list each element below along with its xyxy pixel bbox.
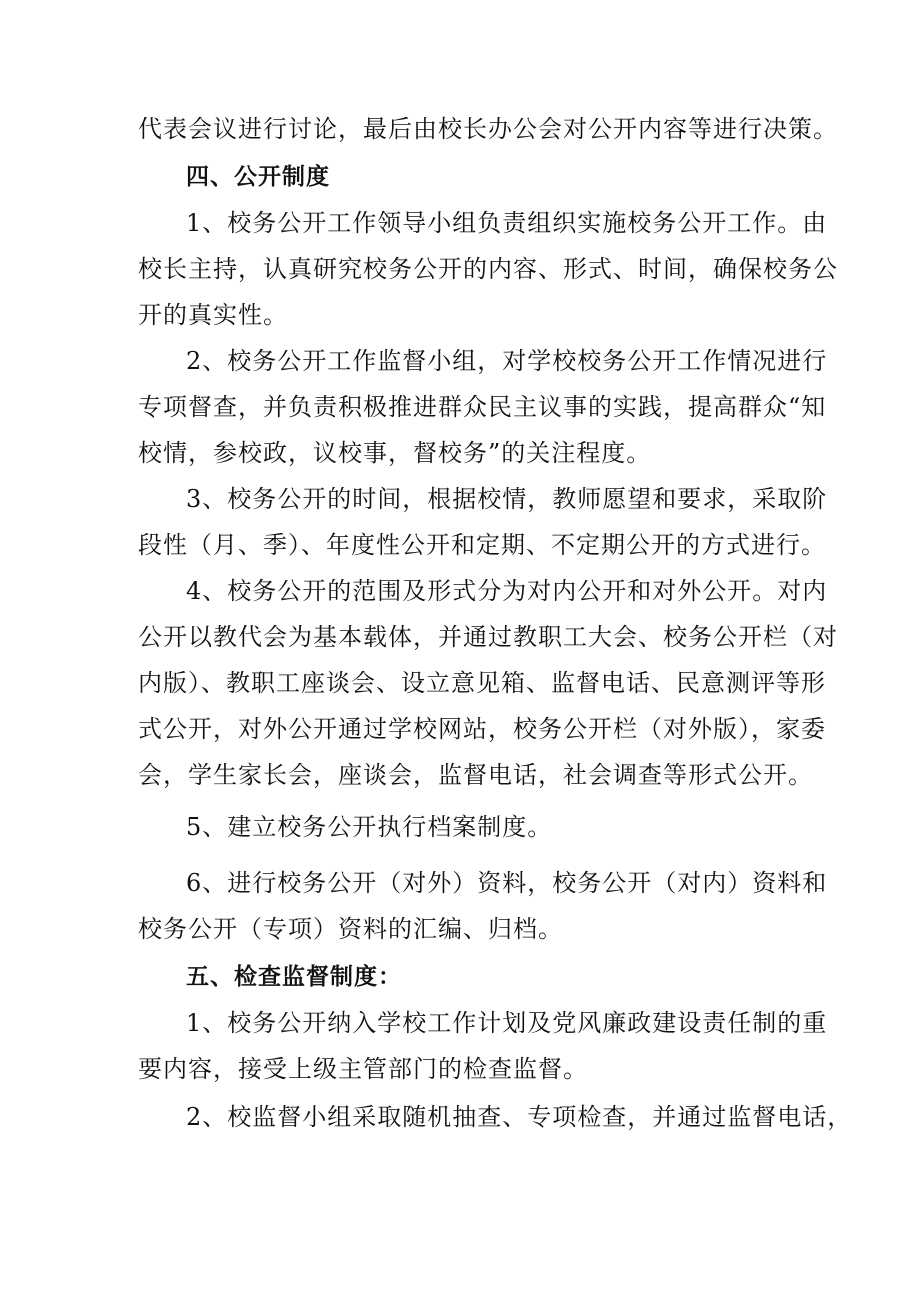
paragraph-line: 段性（月、季）、年度性公开和定期、不定期公开的方式进行。 <box>138 531 826 559</box>
section-heading-4: 四、公开制度 <box>186 164 330 190</box>
paragraph-line: 4、校务公开的范围及形式分为对内公开和对外公开。对内 <box>186 577 828 605</box>
paragraph-line: 6、进行校务公开（对外）资料，校务公开（对内）资料和 <box>186 869 828 897</box>
paragraph-line: 内版）、教职工座谈会、设立意见箱、监督电话、民意测评等形 <box>138 669 826 697</box>
paragraph-line: 会，学生家长会，座谈会，监督电话，社会调查等形式公开。 <box>138 761 813 789</box>
paragraph-line: 2、校务公开工作监督小组，对学校校务公开工作情况进行 <box>186 347 828 375</box>
paragraph-line: 5、建立校务公开执行档案制度。 <box>186 813 553 841</box>
paragraph-line: 公开以教代会为基本载体，并通过教职工大会、校务公开栏（对 <box>138 623 838 651</box>
paragraph-line: 1、校务公开纳入学校工作计划及党风廉政建设责任制的重 <box>186 1009 828 1037</box>
paragraph-line: 1、校务公开工作领导小组负责组织实施校务公开工作。由 <box>186 209 828 237</box>
paragraph-line: 式公开，对外公开通过学校网站，校务公开栏（对外版），家委 <box>138 715 826 743</box>
paragraph-line: 2、校监督小组采取随机抽查、专项检查，并通过监督电话， <box>186 1103 853 1131</box>
paragraph-line: 代表会议进行讨论，最后由校长办公会对公开内容等进行决策。 <box>138 115 838 143</box>
document-body <box>138 106 853 1140</box>
paragraph-line: 要内容，接受上级主管部门的检查监督。 <box>138 1055 588 1083</box>
section-heading-5: 五、检查监督制度： <box>186 964 402 990</box>
paragraph-line: 校务公开（专项）资料的汇编、归档。 <box>138 915 563 943</box>
paragraph-line: 开的真实性。 <box>138 301 288 329</box>
paragraph-line: 校长主持，认真研究校务公开的内容、形式、时间，确保校务公 <box>138 255 838 283</box>
paragraph-line: 校情，参校政，议校事，督校务”的关注程度。 <box>138 439 652 467</box>
paragraph-line: 专项督查，并负责积极推进群众民主议事的实践，提高群众“知 <box>138 393 827 421</box>
paragraph-line: 3、校务公开的时间，根据校情，教师愿望和要求，采取阶 <box>186 485 828 513</box>
